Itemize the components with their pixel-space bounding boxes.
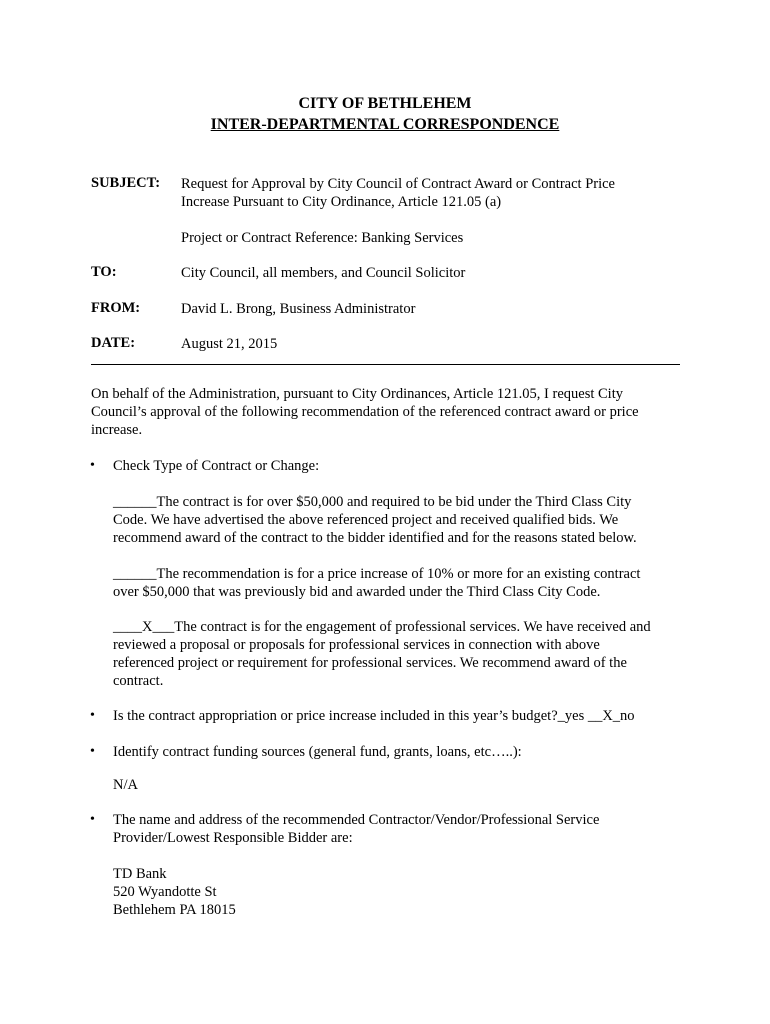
option-line: ____X___The contract is for the engagement of professional services. We have received and <box>113 619 651 635</box>
vendor-city: Bethlehem PA 18015 <box>113 902 236 918</box>
contract-option-price-increase <box>113 565 678 601</box>
from-value: David L. Brong, Business Administrator <box>181 301 416 317</box>
bullet-icon: • <box>90 744 95 759</box>
intro-line: Council’s approval of the following recommendation of the referenced contract award or price <box>91 404 639 420</box>
option-line: ______The contract is for over $50,000 and required to be bid under the Third Class City <box>113 494 632 510</box>
contract-option-professional-services <box>113 618 678 690</box>
option-line: reviewed a proposal or proposals for professional services in connection with above <box>113 637 600 653</box>
bullet-icon: • <box>90 458 95 473</box>
doc-type-title: INTER-DEPARTMENTAL CORRESPONDENCE <box>210 116 560 133</box>
subject-line: Increase Pursuant to City Ordinance, Article 121.05 (a) <box>181 194 502 210</box>
intro-line: increase. <box>91 422 143 438</box>
intro-paragraph <box>91 385 681 439</box>
funding-question: Identify contract funding sources (general fund, grants, loans, etc…..): <box>113 744 522 760</box>
option-line: recommend award of the contract to the bidder identified and for the reasons stated below. <box>113 530 637 546</box>
subject-value <box>181 175 681 211</box>
from-label: FROM: <box>91 300 141 316</box>
option-line: referenced project or requirement for professional services. We recommend award of the <box>113 655 627 671</box>
vendor-name: TD Bank <box>113 866 167 882</box>
to-label: TO: <box>91 264 117 280</box>
vendor-question-line: Provider/Lowest Responsible Bidder are: <box>113 830 353 846</box>
to-value: City Council, all members, and Council Solicitor <box>181 265 466 281</box>
budget-question: Is the contract appropriation or price increase included in this year’s budget?_yes __X_no <box>113 708 635 724</box>
intro-line: On behalf of the Administration, pursuant to City Ordinances, Article 121.05, I request City <box>91 386 623 402</box>
vendor-question <box>113 811 683 847</box>
vendor-address <box>113 865 678 919</box>
subject-label: SUBJECT: <box>91 175 161 191</box>
contract-reference: Project or Contract Reference: Banking Services <box>181 230 464 246</box>
date-label: DATE: <box>91 335 136 351</box>
contract-option-bid <box>113 493 678 547</box>
check-type-heading: Check Type of Contract or Change: <box>113 458 320 474</box>
vendor-question-line: The name and address of the recommended Contractor/Vendor/Professional Service <box>113 812 600 828</box>
org-title: CITY OF BETHLEHEM <box>298 95 472 112</box>
funding-answer: N/A <box>113 777 138 793</box>
vendor-street: 520 Wyandotte St <box>113 884 217 900</box>
option-line: over $50,000 that was previously bid and awarded under the Third Class City Code. <box>113 584 601 600</box>
bullet-icon: • <box>90 708 95 723</box>
date-value: August 21, 2015 <box>181 336 278 352</box>
option-line: Code. We have advertised the above referenced project and received qualified bids. We <box>113 512 619 528</box>
header-divider <box>91 364 680 365</box>
subject-line: Request for Approval by City Council of Contract Award or Contract Price <box>181 176 615 192</box>
bullet-icon: • <box>90 812 95 827</box>
option-line: ______The recommendation is for a price increase of 10% or more for an existing contract <box>113 566 641 582</box>
option-line: contract. <box>113 673 164 689</box>
